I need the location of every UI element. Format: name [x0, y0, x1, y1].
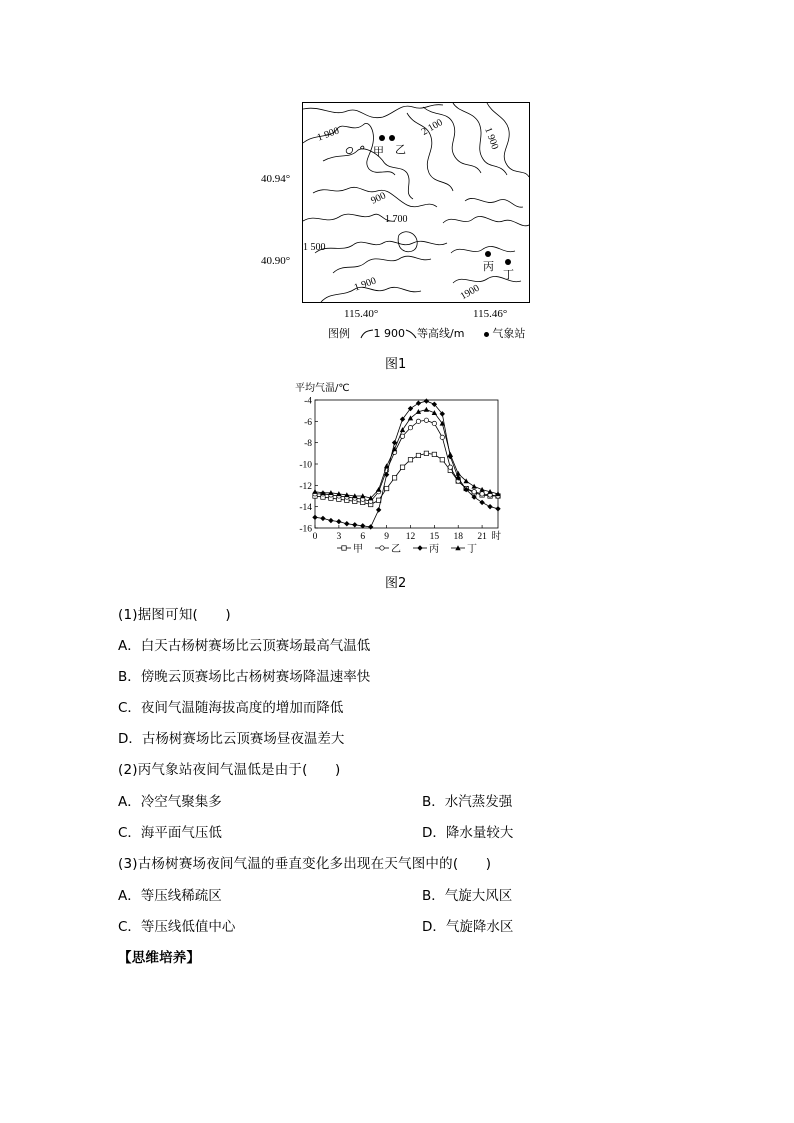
data-point-s2: [400, 434, 404, 438]
data-point-s3: [479, 500, 484, 505]
q1-option-a: A．白天古杨树赛场比云顶赛场最高气温低: [118, 638, 371, 654]
x-tick-label: 3: [336, 532, 342, 542]
temperature-chart: [280, 380, 510, 560]
station-label-yi: 乙: [395, 144, 406, 156]
y-tick-label: -14: [299, 503, 312, 514]
data-point-s3: [352, 522, 357, 527]
data-point-s2: [448, 465, 452, 469]
x-tick-label: 15: [429, 532, 440, 542]
contour-label: 1900: [458, 282, 482, 303]
q3-stem: (3)古杨树赛场夜间气温的垂直变化多出现在天气图中的( ): [118, 856, 492, 872]
station-label-bing: 丙: [483, 261, 494, 273]
data-point-s1: [432, 452, 436, 456]
data-point-s2: [424, 418, 428, 422]
y-tick-label: -6: [304, 417, 312, 428]
data-point-s4: [479, 487, 484, 492]
q2-option-d: D．降水量较大: [422, 825, 514, 841]
x-tick-label: 18: [453, 532, 463, 542]
q2-option-a: A．冷空气聚集多: [118, 794, 222, 810]
y-tick-label: -8: [304, 439, 312, 450]
data-point-s2: [432, 421, 436, 425]
station-label-jia: 甲: [373, 146, 384, 158]
legend-label: 丁: [467, 544, 477, 555]
data-point-s1: [400, 465, 404, 469]
data-point-s2: [480, 492, 484, 496]
contour-label: 1 900: [315, 125, 341, 144]
lat-label: 40.90°: [261, 255, 291, 267]
data-point-s3: [336, 519, 341, 524]
legend-contour-value: 1 900: [373, 327, 405, 340]
y-tick-label: -4: [304, 396, 312, 407]
data-point-s3: [416, 401, 421, 406]
data-point-s3: [487, 504, 492, 509]
data-point-s1: [440, 458, 444, 462]
legend-station-desc: 气象站: [492, 327, 526, 340]
x-axis-label: 时: [491, 531, 501, 542]
station-bing-dot: [485, 251, 491, 257]
contour-label: 1 900: [352, 275, 378, 294]
data-point-s3: [344, 521, 349, 526]
x-tick-label: 6: [360, 532, 366, 542]
data-point-s3: [312, 515, 317, 520]
data-point-s2: [416, 419, 420, 423]
lon-label: 115.46°: [473, 308, 508, 320]
figure2-caption: 图2: [385, 576, 407, 591]
data-point-s1: [416, 453, 420, 457]
contour-label: 1 500: [303, 242, 326, 253]
data-point-s4: [471, 484, 476, 489]
data-point-s1: [384, 486, 388, 490]
x-tick-label: 12: [405, 532, 416, 542]
legend-marker: [380, 546, 384, 550]
data-point-s2: [472, 490, 476, 494]
q3-option-c: C．等压线低值中心: [118, 919, 236, 935]
contour-symbol-icon: [360, 329, 374, 339]
contour-label: 1 700: [385, 214, 408, 225]
q3-option-d: D．气旋降水区: [422, 919, 514, 935]
data-point-s4: [424, 407, 429, 412]
data-point-s3: [424, 398, 429, 403]
legend-marker: [342, 546, 346, 550]
legend-label: 丙: [429, 544, 439, 555]
data-point-s1: [424, 451, 428, 455]
q1-option-c: C．夜间气温随海拔高度的增加而降低: [118, 700, 344, 716]
legend-marker: [417, 545, 422, 550]
legend-label: 甲: [353, 544, 363, 555]
lat-label: 40.94°: [261, 173, 291, 185]
station-label-ding: 丁: [503, 269, 514, 281]
q2-option-b: B．水汽蒸发强: [422, 794, 513, 810]
contour-label: 1 900: [482, 126, 501, 151]
data-point-s4: [312, 489, 317, 494]
y-tick-label: -10: [299, 460, 312, 471]
lon-label: 115.40°: [344, 308, 379, 320]
x-tick-label: 21: [477, 532, 487, 542]
figure1-caption: 图1: [385, 357, 407, 372]
data-point-s3: [320, 516, 325, 521]
chart-svg: [280, 380, 510, 560]
station-symbol-icon: [484, 332, 489, 337]
q2-stem: (2)丙气象站夜间气温低是由于( ): [118, 762, 341, 778]
legend-label: 乙: [391, 544, 401, 555]
data-point-s2: [440, 435, 444, 439]
data-point-s4: [432, 410, 437, 415]
contour-label: 900: [369, 190, 388, 207]
q3-option-a: A．等压线稀疏区: [118, 888, 222, 904]
data-point-s1: [392, 476, 396, 480]
q1-option-b: B．傍晚云顶赛场比古杨树赛场降温速率快: [118, 669, 371, 685]
map-legend: [328, 325, 525, 341]
legend-prefix: 图例: [328, 327, 350, 340]
legend-contour-desc: 等高线/m: [417, 327, 465, 340]
contour-label: 2 100: [419, 117, 445, 138]
station-ding-dot: [505, 259, 511, 265]
q1-stem: (1)据图可知( ): [118, 607, 231, 623]
data-point-s4: [448, 452, 453, 457]
series-line-4: [315, 410, 498, 499]
data-point-s2: [408, 426, 412, 430]
data-point-s3: [328, 518, 333, 523]
data-point-s1: [408, 458, 412, 462]
y-tick-label: -12: [299, 481, 312, 492]
y-tick-label: -16: [299, 524, 312, 535]
contour-symbol-icon: [405, 329, 417, 339]
section-heading: 【思维培养】: [118, 950, 201, 966]
q2-option-c: C．海平面气压低: [118, 825, 222, 841]
series-line-2: [315, 420, 498, 501]
q3-option-b: B．气旋大风区: [422, 888, 513, 904]
data-point-s3: [376, 507, 381, 512]
y-axis-label: 平均气温/℃: [295, 383, 350, 394]
data-point-s3: [495, 506, 500, 511]
q1-option-d: D．古杨树赛场比云顶赛场昼夜温差大: [118, 731, 345, 747]
x-tick-label: 9: [384, 532, 389, 542]
data-point-s4: [400, 427, 405, 432]
data-point-s3: [368, 524, 373, 529]
station-jia-dot: [379, 135, 385, 141]
x-tick-label: 0: [312, 532, 318, 542]
